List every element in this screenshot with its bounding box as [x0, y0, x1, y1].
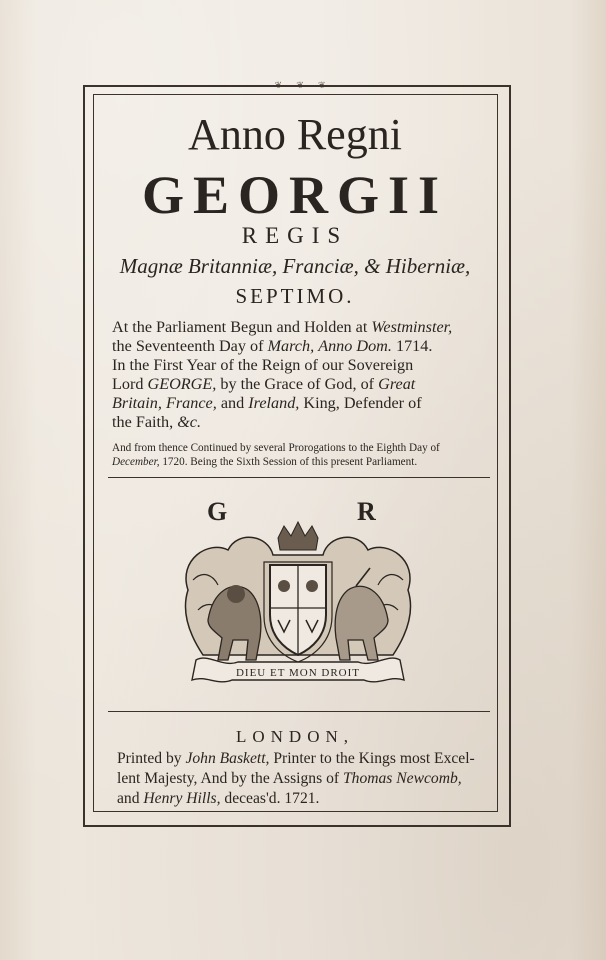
imprint-line-1: Printed by John Baskett, Printer to the Kings most Excel-: [117, 750, 475, 767]
royal-coat-of-arms-icon: [178, 520, 418, 700]
realms-line: Magnæ Britanniæ, Franciæ, & Hiberniæ,: [119, 254, 471, 278]
heading-georgii: GEORGII: [141, 165, 449, 225]
imprint-city: LONDON,: [235, 727, 355, 746]
session-line-1: And from thence Continued by several Prorogations to the Eighth Day of: [112, 442, 440, 454]
heading-regis: REGIS: [241, 223, 349, 248]
parliament-line-4: Lord GEORGE, by the Grace of God, of Great: [112, 375, 416, 393]
royal-cipher-r: R: [357, 497, 376, 526]
parliament-line-2: the Seventeenth Day of March, Anno Dom. 1714.: [112, 337, 433, 355]
imprint-paragraph: [117, 749, 487, 809]
parliament-line-6: the Faith, &c.: [112, 413, 202, 431]
imprint-line-2: lent Majesty, And by the Assigns of Thomas Newcomb,: [117, 770, 462, 787]
parliament-paragraph: [112, 318, 488, 432]
divider-lower: [108, 711, 490, 712]
parliament-line-3: In the First Year of the Reign of our Sovereign: [112, 356, 414, 374]
parliament-line-1: At the Parliament Begun and Holden at Westminster,: [112, 318, 453, 336]
royal-cipher-g: G: [207, 497, 228, 526]
session-line-2: December, 1720. Being the Sixth Session of this present Parliament.: [112, 456, 418, 468]
motto-text: DIEU ET MON DROIT: [235, 667, 361, 679]
imprint-line-3: and Henry Hills, deceas'd. 1721.: [117, 790, 320, 807]
session-paragraph: [112, 441, 488, 469]
top-ornament: ❦ ❦ ❦: [274, 80, 332, 90]
heading-anno-regni: Anno Regni: [188, 110, 402, 159]
parliament-line-5: Britain, France, and Ireland, King, Defender of: [112, 394, 422, 412]
divider-upper: [108, 477, 490, 478]
year-word: SEPTIMO.: [235, 284, 355, 308]
